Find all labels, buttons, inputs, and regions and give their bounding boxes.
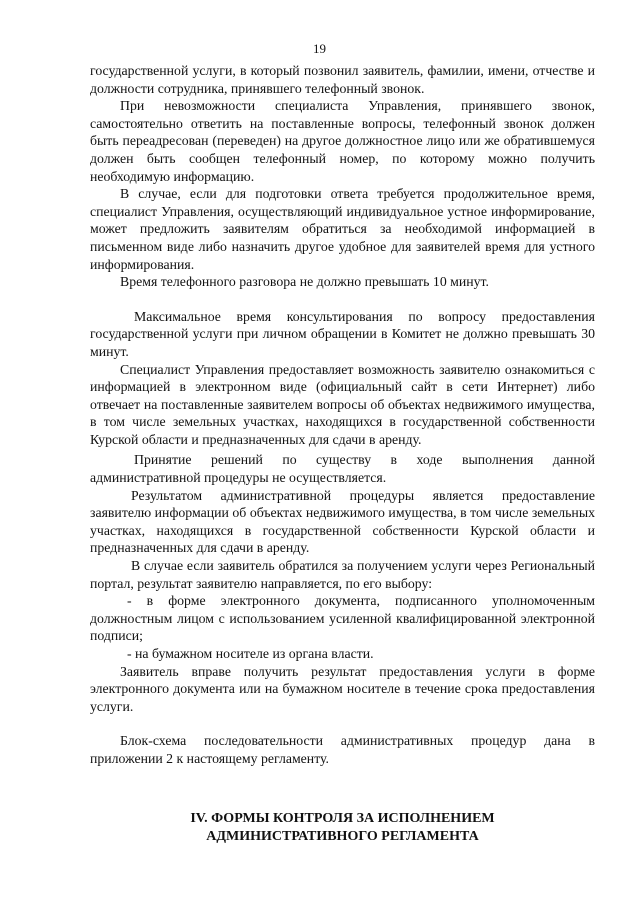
paragraph-redirect-call: При невозможности специалиста Управления, принявшего звонок, самостоятельно ответить на поставленные вопросы, телефонный звонок должен быть переадресован (переведен) на другое должностное лицо или же обратившемуся должен быть сообщен телефонный номер, по которому можно получить необходимую информацию. — [90, 98, 595, 184]
page-number: 19 — [313, 41, 326, 56]
paragraph-result-form: Заявитель вправе получить результат предоставления услуги в форме электронного документа или на бумажном носителе в течение срока предоставления услуги. — [90, 663, 595, 714]
paragraph-call-duration: Время телефонного разговора не должно превышать 10 минут. — [120, 274, 489, 290]
section-heading — [90, 810, 595, 845]
list-item-paper-carrier: - на бумажном носителе из органа власти. — [127, 646, 374, 661]
paragraph-result: Результатом административной процедуры является предоставление заявителю информации об объектах недвижимого имущества, в том числе земельных участках, находящихся в государственной собственности Курской области и предназначенных для сдачи в аренду. — [90, 487, 595, 556]
paragraph-continuation: государственной услуги, в который позвонил заявитель, фамилии, имени, отчестве и должности сотрудника, принявшего телефонный звонок. — [90, 63, 595, 96]
list-item-electronic-document: - в форме электронного документа, подписанного уполномоченным должностным лицом с использованием усиленной квалифицированной электронной подписи; — [90, 593, 595, 644]
paragraph-specialist-info: Специалист Управления предоставляет возможность заявителю ознакомиться с информацией в электронном виде (официальный сайт в сети Интернет) либо отвечает на поставленные заявителем вопросы об объектах недвижимого имущества, в том числе земельных участках, находящихся в государственной собственности Курской области и предназначенных для сдачи в аренду. — [90, 361, 595, 447]
document-body — [90, 62, 595, 768]
paragraph-regional-portal: В случае если заявитель обратился за получением услуги через Региональный портал, результат заявителю направляется, по его выбору: — [90, 558, 595, 591]
paragraph-block-scheme: Блок-схема последовательности административных процедур дана в приложении 2 к настоящему регламенту. — [90, 733, 595, 766]
section-heading-line-2: АДМИНИСТРАТИВНОГО РЕГЛАМЕНТА — [206, 828, 479, 844]
paragraph-long-preparation: В случае, если для подготовки ответа требуется продолжительное время, специалист Управления, осуществляющий индивидуальное устное информирование, может предложить заявителям обратиться за необходимой информацией в письменном виде либо назначить другое удобное для заявителей время для устного информирования. — [90, 186, 595, 272]
section-heading-line-1: IV. ФОРМЫ КОНТРОЛЯ ЗА ИСПОЛНЕНИЕМ — [190, 811, 495, 826]
paragraph-consultation-time: Максимальное время консультирования по вопросу предоставления государственной услуги при личном обращении в Комитет не должно превышать 30 минут. — [90, 308, 595, 359]
paragraph-decision: Принятие решений по существу в ходе выполнения данной административной процедуры не осуществляется. — [90, 452, 595, 486]
